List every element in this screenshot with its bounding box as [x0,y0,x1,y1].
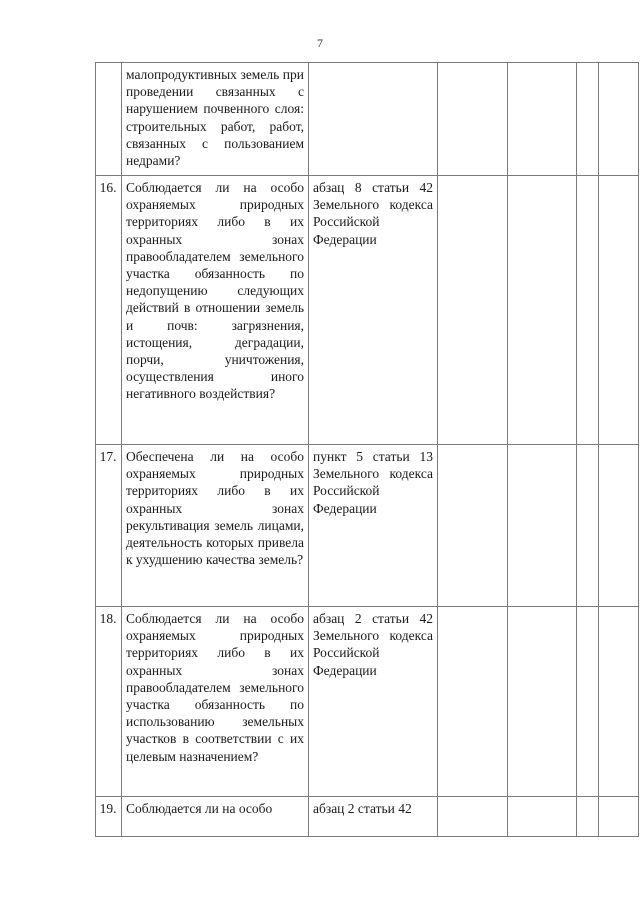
answer-cell-yes [438,63,508,176]
legal-basis-cell: абзац 2 статьи 42 Земельного кодекса Российской Федерации [309,607,438,797]
question-cell: Соблюдается ли на особо охраняемых природных территориях либо в их охранных зонах правообладателем земельного участка обязанность по использованию земельных участков в соответствии с их целевым назначением? [122,607,309,797]
answer-cell-no [508,445,577,607]
table-row [96,607,639,797]
answer-cell-yes [438,176,508,445]
legal-basis-cell: абзац 2 статьи 42 [309,797,438,837]
question-cell: Соблюдается ли на особо [122,797,309,837]
answer-cell-na [577,176,599,445]
answer-cell-na [577,445,599,607]
legal-basis-cell [309,63,438,176]
legal-basis-cell: пункт 5 статьи 13 Земельного кодекса Российской Федерации [309,445,438,607]
answer-cell-yes [438,445,508,607]
table-row [96,445,639,607]
row-number [96,63,122,176]
question-cell: Обеспечена ли на особо охраняемых природных территориях либо в их охранных зонах рекультивация земель лицами, деятельность которых привела к ухудшению качества земель? [122,445,309,607]
legal-basis-cell: абзац 8 статьи 42 Земельного кодекса Российской Федерации [309,176,438,445]
note-cell [599,63,639,176]
checklist-table [95,62,639,837]
row-number: 16. [96,176,122,445]
row-number: 19. [96,797,122,837]
row-number: 18. [96,607,122,797]
answer-cell-no [508,63,577,176]
answer-cell-na [577,63,599,176]
answer-cell-yes [438,607,508,797]
note-cell [599,607,639,797]
table-row [96,63,639,176]
table-row [96,176,639,445]
answer-cell-no [508,176,577,445]
table-row [96,797,639,837]
question-cell: малопродуктивных земель при проведении связанных с нарушением почвенного слоя: строительных работ, работ, связанных с пользованием недрами? [122,63,309,176]
note-cell [599,797,639,837]
page-number: 7 [317,36,323,50]
row-number: 17. [96,445,122,607]
note-cell [599,445,639,607]
answer-cell-yes [438,797,508,837]
question-cell: Соблюдается ли на особо охраняемых природных территориях либо в их охранных зонах правообладателем земельного участка обязанность по недопущению следующих действий в отношении земель и почв: загрязнения, истощения, деградации, порчи, уничтожения, осуществления иного негативного воздействия? [122,176,309,445]
answer-cell-na [577,797,599,837]
note-cell [599,176,639,445]
answer-cell-na [577,607,599,797]
answer-cell-no [508,797,577,837]
answer-cell-no [508,607,577,797]
